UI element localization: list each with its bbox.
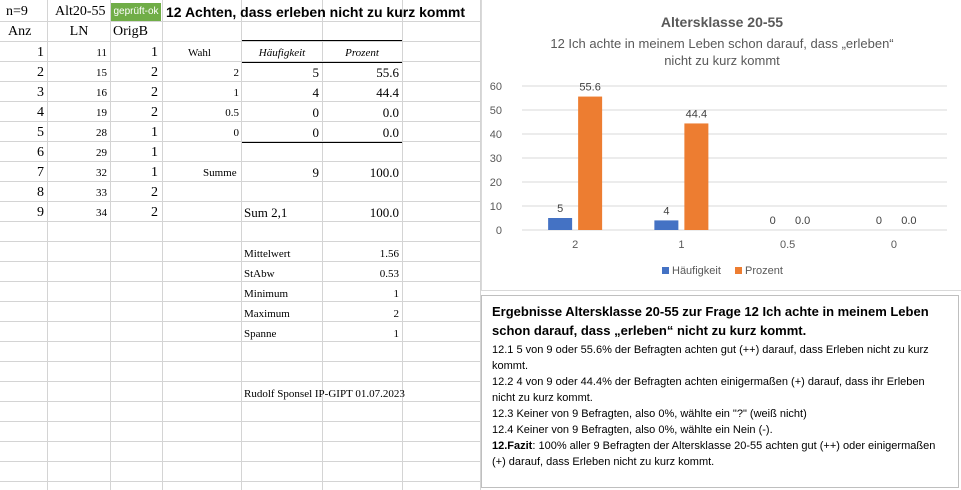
anz-cell[interactable]: 6: [37, 145, 44, 160]
result-line-2: 12.2 4 von 9 oder 44.4% der Befragten achten einigermaßen (+) darauf, dass ihr Erleben nicht zu kurz kommt.: [492, 376, 925, 404]
bar-haeufigkeit: [548, 218, 572, 230]
summe-prozent[interactable]: 100.0: [369, 165, 399, 180]
grid-row-line: [0, 241, 481, 242]
ln-cell[interactable]: 16: [96, 87, 107, 99]
result-line-3: 12.3 Keiner von 9 Befragten, also 0%, wählte ein "?" (weiß nicht): [492, 408, 807, 420]
haeufigkeit-cell[interactable]: 0: [312, 125, 319, 140]
stat-value[interactable]: 2: [393, 308, 399, 320]
status-badge[interactable]: geprüft-ok: [111, 3, 161, 21]
data-label: 0.0: [901, 215, 917, 227]
ln-cell[interactable]: 28: [96, 127, 107, 139]
haeufigkeit-cell[interactable]: 0: [312, 105, 319, 120]
anz-cell[interactable]: 1: [37, 45, 44, 60]
prozent-cell[interactable]: 44.4: [376, 85, 399, 100]
summe-label[interactable]: Summe: [203, 167, 237, 179]
data-label: 4: [663, 205, 670, 218]
bar-chart[interactable]: [481, 0, 961, 291]
grid-col-line: [402, 0, 403, 490]
grid-row-line: [0, 361, 481, 362]
bar-haeufigkeit: [654, 220, 678, 230]
ln-cell[interactable]: 11: [96, 47, 107, 59]
fazit-label: 12.Fazit: [492, 440, 533, 452]
stat-label[interactable]: Spanne: [244, 328, 277, 340]
anz-cell[interactable]: 5: [37, 125, 44, 140]
stat-value[interactable]: 1: [393, 288, 399, 300]
data-label: 5: [557, 203, 564, 215]
bar-prozent: [578, 97, 602, 230]
data-label: 0.0: [794, 215, 811, 227]
y-tick-label: 60: [489, 81, 502, 93]
ln-cell[interactable]: 19: [96, 107, 107, 119]
table-top-border: [242, 40, 402, 41]
sum-label[interactable]: Sum 2,1: [244, 205, 288, 220]
grid-row-line: [0, 341, 481, 342]
result-fazit: [492, 438, 948, 470]
origb-cell[interactable]: 2: [151, 105, 158, 120]
result-line-4: 12.4 Keiner von 9 Befragten, also 0%, wählte ein Nein (-).: [492, 424, 773, 436]
grid-row-line: [0, 381, 481, 382]
column-header-origb[interactable]: OrigB: [113, 24, 148, 39]
ln-cell[interactable]: 34: [96, 207, 107, 219]
origb-cell[interactable]: 2: [151, 85, 158, 100]
legend-swatch: [662, 267, 669, 274]
anz-cell[interactable]: 8: [37, 185, 44, 200]
y-tick-label: 50: [489, 105, 502, 117]
grid-row-line: [0, 461, 481, 462]
anz-cell[interactable]: 3: [37, 85, 44, 100]
question-title[interactable]: 12 Achten, dass erleben nicht zu kurz kommt: [166, 4, 466, 20]
stat-value[interactable]: 1.56: [379, 248, 399, 260]
origb-cell[interactable]: 2: [151, 65, 158, 80]
origb-cell[interactable]: 1: [151, 165, 158, 180]
haeufigkeit-cell[interactable]: 5: [312, 65, 319, 80]
origb-cell[interactable]: 1: [151, 125, 158, 140]
anz-cell[interactable]: 4: [37, 105, 44, 120]
x-tick-label: 0: [890, 239, 897, 251]
y-tick-label: 10: [489, 201, 502, 213]
column-header-prozent[interactable]: Prozent: [345, 47, 379, 59]
ln-cell[interactable]: 15: [96, 67, 107, 79]
results-textbox[interactable]: [481, 295, 959, 488]
age-group-label[interactable]: Alt20-55: [55, 4, 106, 19]
data-label: 44.4: [685, 108, 708, 121]
column-header-ln[interactable]: LN: [69, 24, 89, 39]
stat-value[interactable]: 0.53: [379, 268, 399, 280]
author-note[interactable]: Rudolf Sponsel IP-GIPT 01.07.2023: [244, 388, 405, 400]
chart-subtitle-line1: 12 Ich achte in meinem Leben schon darauf, dass „erleben“: [550, 36, 894, 51]
chart-subtitle-line2: nicht zu kurz kommt: [664, 53, 780, 68]
wahl-cell[interactable]: 0.5: [225, 107, 239, 119]
chart-title: Altersklasse 20-55: [660, 14, 784, 30]
ln-cell[interactable]: 32: [96, 167, 107, 179]
stat-value[interactable]: 1: [393, 328, 399, 340]
wahl-cell[interactable]: 2: [233, 67, 239, 79]
stat-label[interactable]: StAbw: [244, 268, 275, 280]
x-tick-label: 1: [678, 239, 685, 251]
result-line-1: 12.1 5 von 9 oder 55.6% der Befragten achten gut (++) darauf, dass Erleben nicht zu kurz kommt.: [492, 344, 929, 372]
column-header-haeufigkeit[interactable]: Häufigkeit: [258, 47, 306, 59]
results-title: Ergebnisse Altersklasse 20-55 zur Frage 12 Ich achte in meinem Leben schon darauf, dass „erleben“ nicht zu kurz kommt.: [492, 304, 929, 338]
stat-label[interactable]: Mittelwert: [244, 248, 291, 260]
anz-cell[interactable]: 7: [37, 165, 44, 180]
x-tick-label: 2: [572, 239, 579, 251]
summe-haeufigkeit[interactable]: 9: [312, 165, 319, 180]
prozent-cell[interactable]: 0.0: [382, 125, 399, 140]
y-tick-label: 0: [495, 225, 502, 237]
anz-cell[interactable]: 2: [37, 65, 44, 80]
prozent-cell[interactable]: 55.6: [376, 65, 399, 80]
grid-row-line: [0, 421, 481, 422]
table-bottom-border: [242, 142, 402, 143]
wahl-cell[interactable]: 1: [233, 87, 239, 99]
legend-label: Prozent: [745, 265, 783, 277]
data-label: 0: [769, 215, 776, 227]
ln-cell[interactable]: 29: [96, 147, 107, 159]
prozent-cell[interactable]: 0.0: [382, 105, 399, 120]
grid-row-line: [0, 401, 481, 402]
data-label: 55.6: [579, 81, 601, 94]
legend-label: Häufigkeit: [672, 265, 721, 277]
fazit-text: : 100% aller 9 Befragten der Altersklasse 20-55 achten gut (++) oder einigermaßen (+) darauf, dass Erleben nicht zu kurz kommt.: [492, 440, 936, 468]
origb-cell[interactable]: 1: [151, 45, 158, 60]
anz-cell[interactable]: 9: [37, 205, 44, 220]
stat-label[interactable]: Maximum: [244, 308, 290, 320]
origb-cell[interactable]: 2: [151, 205, 158, 220]
grid-row-line: [0, 301, 481, 302]
x-tick-label: 0.5: [779, 239, 796, 251]
wahl-cell[interactable]: 0: [233, 127, 239, 139]
grid-row-line: [0, 321, 481, 322]
origb-cell[interactable]: 2: [151, 185, 158, 200]
chart-plot: [482, 0, 961, 290]
column-header-anz[interactable]: Anz: [8, 24, 32, 39]
bar-prozent: [684, 123, 708, 230]
y-tick-label: 30: [489, 153, 502, 165]
y-tick-label: 40: [489, 129, 502, 141]
wahl-label[interactable]: Wahl: [188, 47, 211, 59]
sum-prozent[interactable]: 100.0: [369, 205, 399, 220]
grid-row-line: [0, 261, 481, 262]
origb-cell[interactable]: 1: [151, 145, 158, 160]
n-count[interactable]: n=9: [6, 4, 28, 19]
y-tick-label: 20: [489, 177, 502, 189]
data-label: 0: [875, 215, 882, 227]
grid-row-line: [0, 281, 481, 282]
haeufigkeit-cell[interactable]: 4: [312, 85, 319, 100]
grid-row-line: [0, 481, 481, 482]
legend-swatch: [735, 267, 742, 274]
grid-row-line: [0, 441, 481, 442]
stat-label[interactable]: Minimum: [244, 288, 289, 300]
ln-cell[interactable]: 33: [96, 187, 107, 199]
